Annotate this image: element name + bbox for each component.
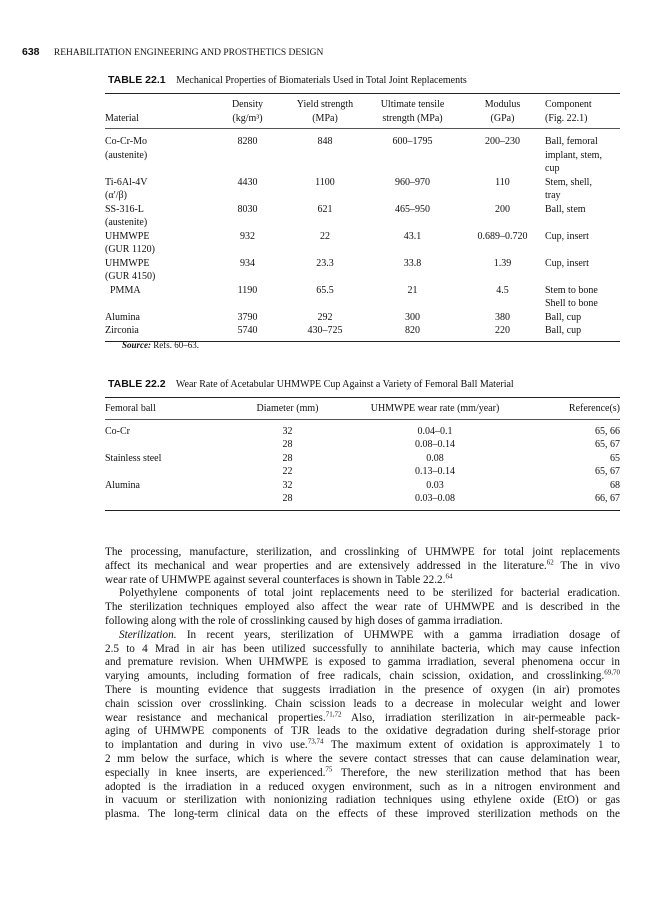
column-header: Density (kg/m³): [231, 99, 264, 124]
biomaterials-properties-table: [105, 93, 620, 342]
table-row: [105, 324, 620, 341]
table-row: [105, 284, 620, 311]
table-row: [105, 492, 620, 510]
table-22-2-caption: [108, 378, 514, 390]
table-cell: Stainless steel: [105, 452, 162, 464]
table-cell: Ball, femoral implant, stem, cup: [545, 136, 602, 174]
table-cell: 65, 67: [595, 439, 620, 450]
text-line: and premature revision. When UHMWPE is exposed to gamma irradiation, several phenomena occur in: [105, 656, 620, 669]
citation-superscript: 73,74: [307, 737, 324, 746]
table-cell: 65, 67: [595, 466, 620, 477]
table-cell: 32: [282, 479, 293, 491]
text-line: in vacuum or sterilization with nonionizing radiation techniques using ethylene oxide (EtO) or gas: [105, 794, 620, 807]
table-cell: Co-Cr-Mo (austenite): [105, 136, 148, 161]
citation-superscript: 62: [546, 558, 554, 567]
table-cell: 110: [495, 176, 510, 188]
running-header: [22, 46, 323, 58]
column-header: Component (Fig. 22.1): [545, 99, 592, 124]
table-cell: 0.04–0.1: [417, 425, 453, 437]
table-cell: 960–970: [395, 176, 430, 188]
table-cell: Cup, insert: [545, 230, 589, 242]
table-cell: Ti-6Al-4V (α′/β): [105, 176, 148, 201]
table-cell: 28: [282, 439, 293, 450]
table-cell: 43.1: [403, 230, 422, 242]
citation-superscript: 71,72: [325, 709, 342, 718]
table-row: [105, 479, 620, 493]
column-header: UHMWPE wear rate (mm/year): [370, 403, 500, 414]
column-header: Modulus (GPa): [484, 99, 521, 124]
table-cell: 0.08–0.14: [415, 439, 455, 450]
table-cell: 28: [282, 452, 293, 464]
table-cell: Co-Cr: [105, 425, 130, 437]
table-cell: 65: [610, 452, 620, 464]
table-cell: 932: [240, 230, 255, 242]
table-cell: 68: [610, 479, 620, 491]
table-row: [105, 452, 620, 466]
table-cell: 22: [320, 230, 330, 242]
table-cell: 380: [495, 311, 510, 323]
text-line: Sterilization. In recent years, sterilization of UHMWPE with a gamma irradiation dosage of: [119, 628, 620, 641]
table-cell: 600–1795: [392, 136, 433, 147]
text-line: wear resistance and mechanical properties.$^{71,72}$ Also, irradiation sterilization in air-permeable pack-: [105, 709, 620, 724]
table-cell: Zirconia: [105, 325, 139, 336]
wear-rate-table: [105, 397, 620, 511]
table-cell: 430–725: [307, 325, 343, 336]
table-cell: 300: [405, 311, 420, 323]
table-row: [105, 438, 620, 452]
table-row: [105, 129, 620, 176]
source-label: Source:: [122, 340, 151, 350]
column-header: Femoral ball: [105, 403, 156, 414]
table-cell: 621: [317, 203, 333, 215]
table-cell: 28: [282, 493, 293, 504]
table-cell: [105, 492, 225, 510]
table-cell: [105, 438, 225, 452]
table-cell: 0.03: [426, 479, 444, 491]
table-cell: 23.3: [316, 257, 334, 269]
table-cell: 32: [282, 425, 293, 437]
table-cell: 65.5: [316, 284, 334, 296]
column-header: Ultimate tensile strength (MPa): [380, 99, 445, 124]
text-line: especially in knee inserts, are experienced.$^{75}$ Therefore, the new sterilization method that has been: [105, 765, 620, 779]
table-row: [105, 311, 620, 325]
body-text: [105, 546, 620, 822]
text-line: wear rate of UHMWPE against several counterfaces is shown in Table 22.2.64: [105, 571, 453, 586]
table-cell: 4.5: [496, 284, 509, 296]
table-cell: Alumina: [105, 479, 140, 491]
table-label: TABLE 22.2: [108, 378, 166, 390]
table-row: [105, 465, 620, 479]
column-header: Diameter (mm): [256, 403, 319, 414]
table-cell: 65, 66: [595, 425, 620, 437]
text-line: following along with the role of crosslinking caused by high doses of gamma irradiation.: [105, 614, 503, 627]
text-line: adopted is the irradiation in a reduced oxygen environment, such as in a nitrogen environment and: [105, 780, 620, 793]
table-22-1-caption: [108, 74, 467, 86]
table-cell: 5740: [237, 325, 258, 336]
table-cell: Ball, cup: [545, 311, 582, 323]
text-line: The sterilization techniques employed also affect the wear rate of UHMWPE and is described in the: [105, 601, 620, 614]
table-cell: 1100: [315, 176, 335, 188]
page-number: 638: [22, 46, 40, 58]
table-cell: 220: [495, 325, 510, 336]
table-cell: 22: [282, 466, 293, 477]
table-row: [105, 176, 620, 203]
table-cell: 8280: [237, 136, 258, 147]
table-cell: 0.689–0.720: [477, 230, 528, 242]
table-cell: 465–950: [395, 203, 430, 215]
text-line: affect its mechanical and wear properties and are extensively addressed in the literature.$^{62}$ The in vivo: [105, 558, 620, 572]
table-cell: 4430: [237, 176, 258, 188]
text-line: There is mounting evidence that suggests irradiation in the presence of oxygen (in air) promotes: [105, 683, 620, 696]
table-row: [105, 257, 620, 284]
table-cell: 292: [317, 311, 333, 323]
table-row: [105, 203, 620, 230]
table-cell: 3790: [237, 311, 258, 323]
table-cell: UHMWPE (GUR 4150): [105, 257, 156, 282]
table-cell: UHMWPE (GUR 1120): [105, 230, 155, 255]
table-cell: 1.39: [493, 257, 512, 269]
citation-superscript: 64: [445, 571, 453, 580]
text-line: The processing, manufacture, sterilization, and crosslinking of UHMWPE for total joint replacements: [105, 546, 620, 558]
table-cell: 21: [407, 284, 418, 296]
table-cell: 0.03–0.08: [415, 493, 455, 504]
table-cell: 200–230: [485, 136, 520, 147]
text-line: varying amounts, including formation of free radicals, chain scission, oxidation, and crosslinking.$^{69,70}$: [105, 668, 620, 683]
text-line: to implantation and during in vivo use.$^{73,74}$ The maximum extent of oxidation is approximately 1 to: [105, 737, 620, 752]
column-header: Material: [105, 112, 139, 124]
running-title: REHABILITATION ENGINEERING AND PROSTHETICS DESIGN: [53, 48, 324, 58]
table-cell: 1190: [237, 284, 258, 296]
text-line: 2 mm below the surface, which is where the severe contact stresses that can cause delamination wear,: [105, 752, 620, 765]
table-cell: 848: [317, 136, 333, 147]
table-title: Wear Rate of Acetabular UHMWPE Cup Against a Variety of Femoral Ball Material: [175, 379, 514, 390]
table-cell: 66, 67: [595, 493, 620, 504]
table-source: [122, 340, 199, 350]
table-cell: Stem to bone Shell to bone: [545, 284, 598, 309]
table-cell: 0.08: [426, 452, 444, 464]
table-cell: 33.8: [403, 257, 422, 269]
source-text: Refs. 60–63.: [153, 340, 199, 350]
column-header: Reference(s): [568, 403, 620, 414]
text-line: chain scission over crosslinking. Chain scission leads to a decrease in molecular weight and lower: [105, 697, 620, 710]
table-cell: 934: [240, 257, 255, 269]
run-in-heading: Sterilization.: [119, 628, 177, 641]
table-cell: Alumina: [105, 311, 140, 323]
table-cell: Ball, cup: [545, 325, 582, 336]
table-cell: [105, 465, 225, 479]
table-title: Mechanical Properties of Biomaterials Used in Total Joint Replacements: [176, 75, 467, 86]
text-line: aging of UHMWPE components of TJR leads to the oxidative degradation during shelf-storage prior: [105, 725, 620, 738]
text-line: Polyethylene components of total joint replacements need to be sterilized for bacterial eradication.: [119, 587, 620, 600]
table-cell: Stem, shell, tray: [545, 176, 592, 201]
table-row: [105, 419, 620, 438]
table-cell: 0.13–0.14: [415, 466, 455, 477]
citation-superscript: 69,70: [604, 668, 620, 677]
text-line: 2.5 to 4 Mrad in air has been utilized successfully to annihilate bacteria, which may cause infection: [105, 642, 620, 655]
table-cell: 8030: [237, 203, 258, 215]
table-cell: SS-316-L (austenite): [105, 203, 148, 228]
table-cell: 200: [495, 203, 510, 215]
text-line: plasma. The long-term clinical data on the effects of these improved sterilization methods on the: [105, 808, 620, 821]
column-header: Yield strength (MPa): [296, 99, 354, 124]
table-cell: PMMA: [110, 284, 141, 296]
table-cell: Cup, insert: [545, 257, 589, 269]
table-cell: Ball, stem: [545, 203, 586, 215]
table-cell: 820: [405, 325, 420, 336]
table-row: [105, 230, 620, 257]
citation-superscript: 75: [325, 765, 333, 774]
table-label: TABLE 22.1: [108, 74, 166, 86]
